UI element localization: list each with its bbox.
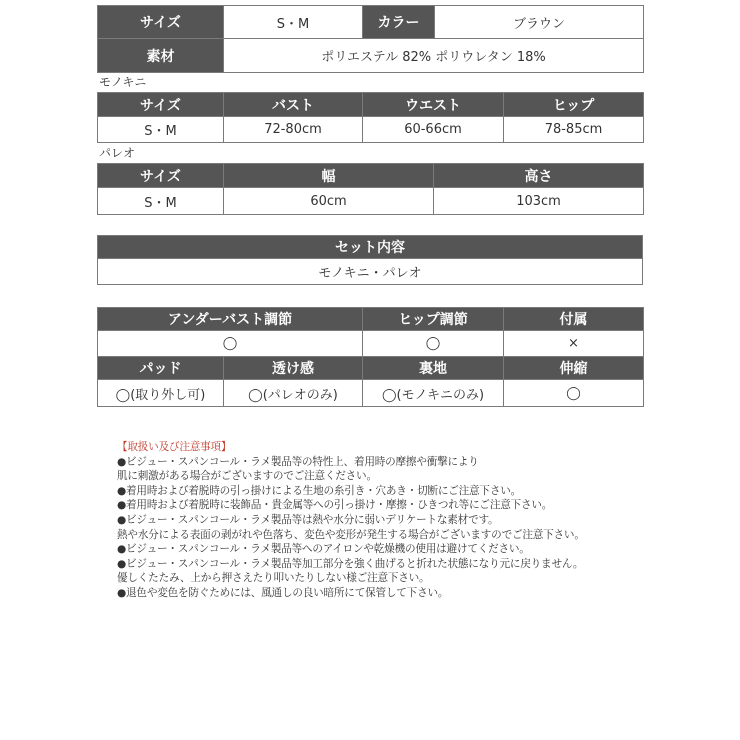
monokini-header-hip: ヒップ bbox=[504, 93, 644, 117]
monokini-value-hip: 78-85cm bbox=[504, 117, 644, 143]
care-note-line: ●退色や変色を防ぐためには、風通しの良い暗所にて保管して下さい。 bbox=[117, 586, 449, 599]
feature-value-sheerness: ◯(パレオのみ) bbox=[224, 380, 363, 407]
feature-value-pad: ◯(取り外し可) bbox=[98, 380, 224, 407]
monokini-header-waist: ウエスト bbox=[363, 93, 504, 117]
pareo-caption: パレオ bbox=[99, 146, 136, 160]
pareo-value-height: 103cm bbox=[434, 188, 644, 215]
color-value: ブラウン bbox=[435, 6, 644, 39]
care-note-line: 肌に刺激がある場合がございますのでご注意ください。 bbox=[117, 470, 377, 483]
features-table bbox=[97, 307, 644, 407]
care-note-line: ●ビジュー・スパンコール・ラメ製品等は熱や水分に弱いデリケートな素材です。 bbox=[117, 513, 499, 526]
size-label: サイズ bbox=[98, 6, 224, 39]
monokini-size-table bbox=[97, 92, 644, 143]
care-note-line: ●ビジュー・スパンコール・ラメ製品等の特性上、着用時の摩擦や衝撃により bbox=[117, 455, 479, 468]
care-note-line: 熱や水分による表面の剥がれや色落ち、変色や変形が発生する場合がございますのでご注意下さい。 bbox=[117, 528, 585, 541]
feature-header-accessory: 付属 bbox=[504, 308, 644, 331]
care-note-line: 優しくたたみ、上から押さえたり叩いたりしない様ご注意下さい。 bbox=[117, 572, 430, 585]
feature-header-stretch: 伸縮 bbox=[504, 357, 644, 380]
care-note-line: ●着用時および着脱時に装飾品・貴金属等への引っ掛け・摩擦・ひきつれ等にご注意下さい。 bbox=[117, 499, 553, 512]
monokini-header-bust: バスト bbox=[224, 93, 363, 117]
pareo-header-width: 幅 bbox=[224, 164, 434, 188]
pareo-header-height: 高さ bbox=[434, 164, 644, 188]
monokini-value-waist: 60-66cm bbox=[363, 117, 504, 143]
color-label: カラー bbox=[363, 6, 435, 39]
feature-header-underbust: アンダーバスト調節 bbox=[98, 308, 363, 331]
care-note-line: ●ビジュー・スパンコール・ラメ製品等加工部分を強く曲げると折れた状態になり元に戻りません。 bbox=[117, 557, 584, 570]
set-contents-header: セット内容 bbox=[98, 236, 643, 259]
size-value: S・M bbox=[224, 6, 363, 39]
care-note-line: ●着用時および着脱時の引っ掛けによる生地の糸引き・穴あき・切断にご注意下さい。 bbox=[117, 484, 522, 497]
set-contents-value: モノキニ・パレオ bbox=[98, 259, 643, 285]
feature-header-sheerness: 透け感 bbox=[224, 357, 363, 380]
material-value: ポリエステル 82% ポリウレタン 18% bbox=[224, 39, 644, 73]
pareo-value-size: S・M bbox=[98, 188, 224, 215]
monokini-header-size: サイズ bbox=[98, 93, 224, 117]
feature-header-pad: パッド bbox=[98, 357, 224, 380]
feature-value-hip: ◯ bbox=[363, 331, 504, 357]
monokini-value-bust: 72-80cm bbox=[224, 117, 363, 143]
feature-value-underbust: ◯ bbox=[98, 331, 363, 357]
care-note-line: ●ビジュー・スパンコール・ラメ製品等へのアイロンや乾燥機の使用は避けてください。 bbox=[117, 543, 530, 556]
care-notes-title: 【取扱い及び注意事項】 bbox=[117, 441, 232, 453]
monokini-value-size: S・M bbox=[98, 117, 224, 143]
care-notes bbox=[117, 440, 585, 601]
feature-header-lining: 裏地 bbox=[363, 357, 504, 380]
pareo-value-width: 60cm bbox=[224, 188, 434, 215]
feature-value-lining: ◯(モノキニのみ) bbox=[363, 380, 504, 407]
material-label: 素材 bbox=[98, 39, 224, 73]
pareo-header-size: サイズ bbox=[98, 164, 224, 188]
feature-value-stretch: ◯ bbox=[504, 380, 644, 407]
spec-table bbox=[97, 5, 644, 73]
pareo-size-table bbox=[97, 163, 644, 215]
set-contents-table bbox=[97, 235, 643, 285]
feature-value-accessory: × bbox=[504, 331, 644, 357]
monokini-caption: モノキニ bbox=[99, 75, 147, 89]
feature-header-hip: ヒップ調節 bbox=[363, 308, 504, 331]
